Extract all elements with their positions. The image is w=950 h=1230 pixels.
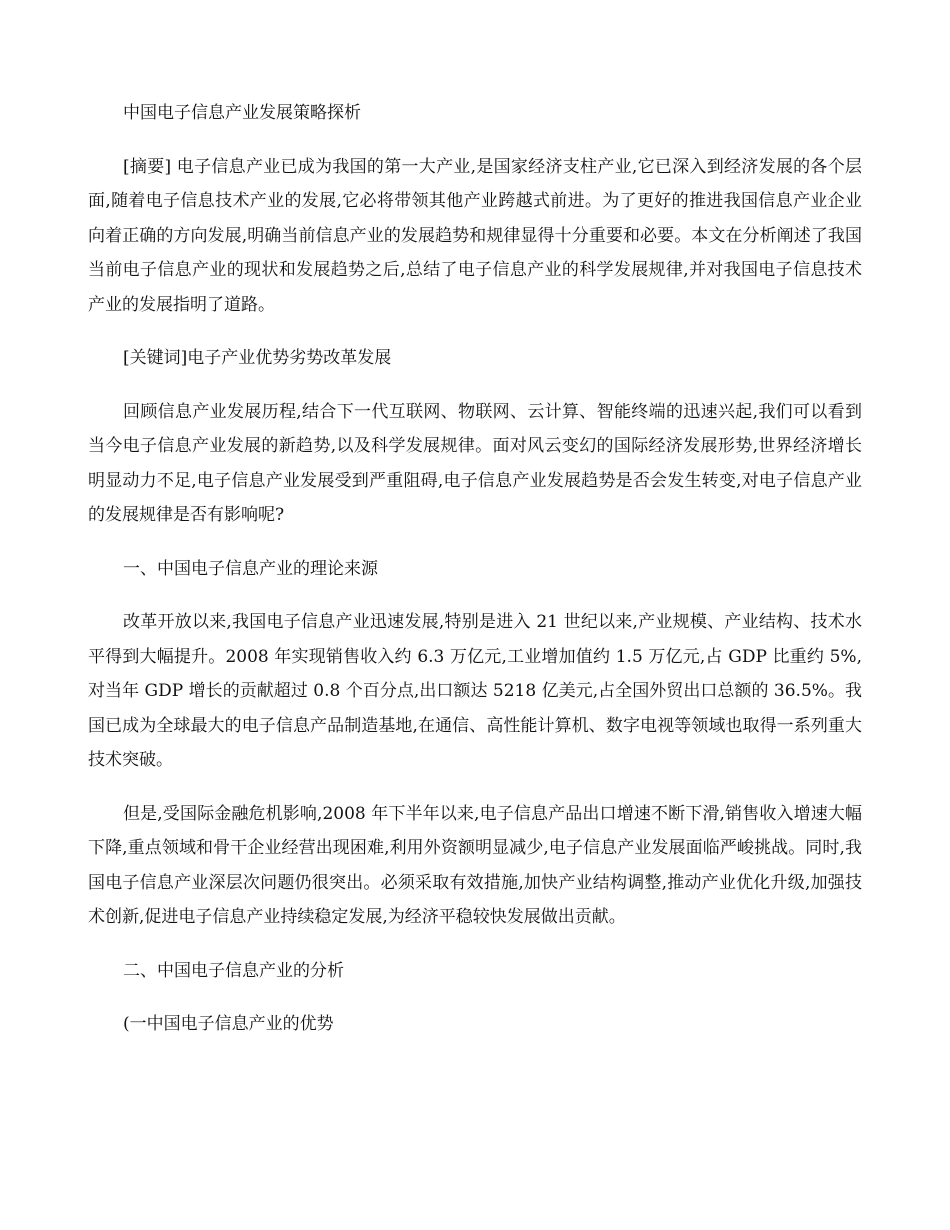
section-1-heading: 一、中国电子信息产业的理论来源 xyxy=(123,558,378,579)
document-title: 中国电子信息产业发展策略探析 xyxy=(123,103,361,123)
keywords-line: [关键词]电子产业优势劣势改革发展 xyxy=(123,348,392,368)
section-1-paragraph-2: 但是,受国际金融危机影响,2008 年下半年以来,电子信息产品出口增速不断下滑,销售收入增速大幅下降,重点领域和骨干企业经营出现困难,利用外资额明显减少,电子信息产业发展面临严峻挑战。同时,我国电子信息产业深层次问题仍很突出。必须采取有效措施,加快产业结构调整,推动产业优化升级,加强技术创新,促进电子信息产业持续稳定发展,为经济平稳较快发展做出贡献。 xyxy=(88,803,862,927)
section-2-subheading-1: (一中国电子信息产业的优势 xyxy=(123,1014,334,1034)
section-2-heading: 二、中国电子信息产业的分析 xyxy=(123,960,344,981)
intro-paragraph: 回顾信息产业发展历程,结合下一代互联网、物联网、云计算、智能终端的迅速兴起,我们可以看到当今电子信息产业发展的新趋势,以及科学发展规律。面对风云变幻的国际经济发展形势,世界经济增长明显动力不足,电子信息产业发展受到严重阻碍,电子信息产业发展趋势是否会发生转变,对电子信息产业的发展规律是否有影响呢? xyxy=(88,401,862,525)
document-page xyxy=(88,96,862,1061)
section-1-paragraph-1: 改革开放以来,我国电子信息产业迅速发展,特别是进入 21 世纪以来,产业规模、产业结构、技术水平得到大幅提升。2008 年实现销售收入约 6.3 万亿元,工业增加值约 1.5 万亿元,占 GDP 比重约 5%,对当年 GDP 增长的贡献超过 0.8 个百分点,出口额达 5218 亿美元,占全国外贸出口总额的 36.5%。我国已成为全球最大的电子信息产品制造基地,在通信、高性能计算机、数字电视等领域也取得一系列重大技术突破。 xyxy=(88,612,862,770)
abstract-paragraph: [摘要] 电子信息产业已成为我国的第一大产业,是国家经济支柱产业,它已深入到经济发展的各个层面,随着电子信息技术产业的发展,它必将带领其他产业跨越式前进。为了更好的推进我国信息产业企业向着正确的方向发展,明确当前信息产业的发展趋势和规律显得十分重要和必要。本文在分析阐述了我国当前电子信息产业的现状和发展趋势之后,总结了电子信息产业的科学发展规律,并对我国电子信息技术产业的发展指明了道路。 xyxy=(88,156,862,315)
